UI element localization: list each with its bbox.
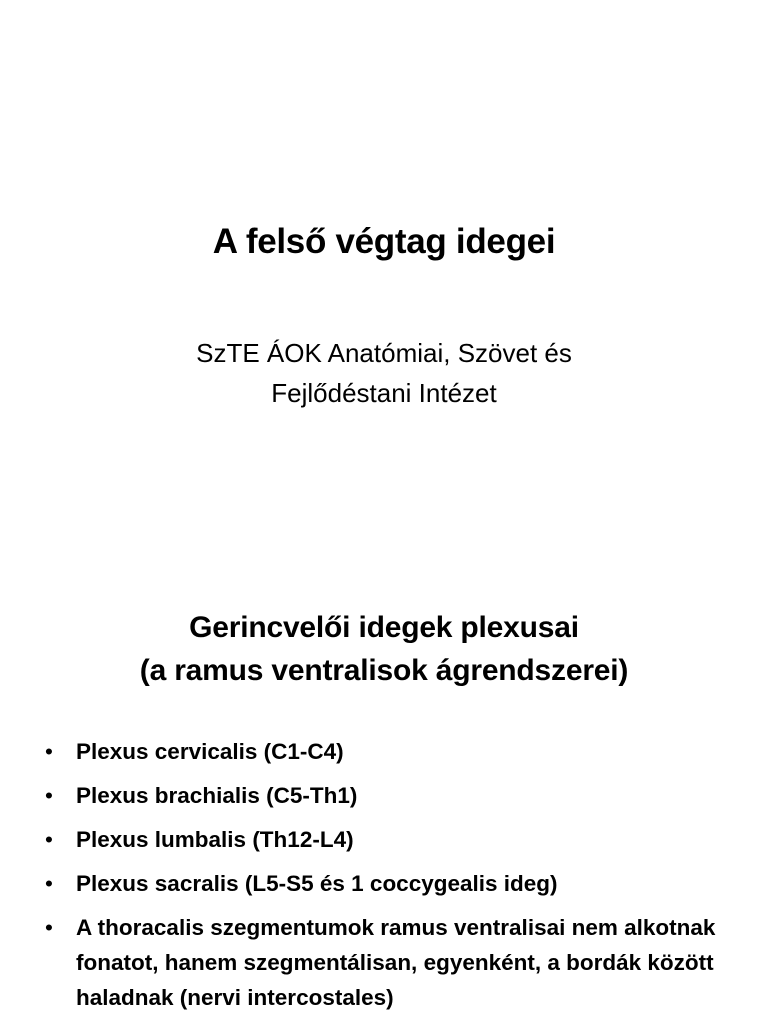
- bullet-text: A thoracalis szegmentumok ramus ventralisai nem alkotnak fonatot, hanem szegmentálisan, egyenként, a bordák között haladnak (nervi intercostales): [76, 915, 716, 1010]
- bullet-text: Plexus lumbalis (Th12-L4): [76, 827, 354, 852]
- subtitle-line-2: Fejlődéstani Intézet: [271, 378, 497, 408]
- bullet-dot-icon: •: [45, 739, 53, 764]
- bullet-text: Plexus sacralis (L5-S5 és 1 coccygealis ideg): [76, 871, 558, 896]
- slide-subtitle: [0, 333, 768, 413]
- bullet-dot-icon: •: [45, 915, 53, 940]
- bullet-list: [45, 734, 735, 1024]
- content-slide: [0, 570, 768, 1024]
- bullet-item: [45, 822, 735, 857]
- bullet-dot-icon: •: [45, 827, 53, 852]
- bullet-item: [45, 866, 735, 901]
- bullet-dot-icon: •: [45, 783, 53, 808]
- heading-line-2: (a ramus ventralisok ágrendszerei): [139, 654, 629, 687]
- slide-title: A felső végtag idegei: [212, 222, 556, 261]
- bullet-text: Plexus brachialis (C5-Th1): [76, 783, 358, 808]
- subtitle-line-1: SzTE ÁOK Anatómiai, Szövet és: [196, 338, 572, 368]
- bullet-text: Plexus cervicalis (C1-C4): [76, 739, 344, 764]
- heading-line-1: Gerincvelői idegek plexusai: [189, 611, 579, 644]
- slide-heading: [0, 606, 768, 692]
- bullet-item: [45, 778, 735, 813]
- bullet-item: [45, 734, 735, 769]
- bullet-dot-icon: •: [45, 871, 53, 896]
- bullet-item: [45, 910, 735, 1015]
